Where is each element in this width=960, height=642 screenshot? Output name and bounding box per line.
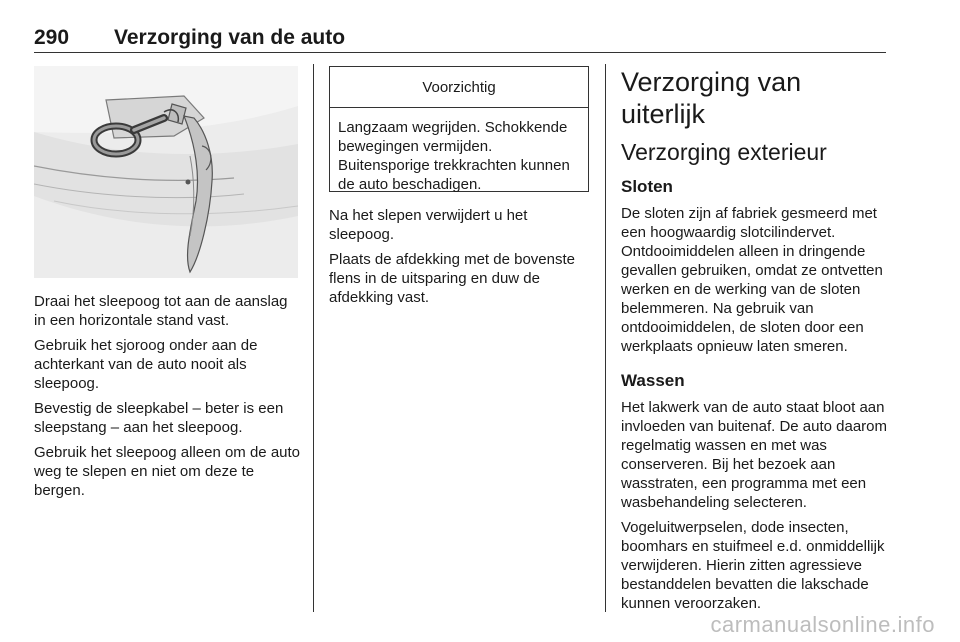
left-column (34, 292, 300, 500)
watermark: carmanualsonline.info (710, 612, 935, 637)
tow-eye-illustration (34, 66, 298, 278)
paragraph: Gebruik het sjoroog onder aan de achterkant van de auto nooit als sleepoog. (34, 337, 258, 392)
section-heading: Verzorging van uiterlijk (621, 67, 802, 129)
paragraph: Draai het sleepoog tot aan de aanslag in een horizontale stand vast. (34, 293, 288, 329)
page-header (34, 26, 886, 50)
caution-title: Voorzichtig (330, 67, 588, 108)
chapter-title: Verzorging van de auto (114, 26, 346, 49)
header-rule (34, 52, 886, 53)
subsection-heading: Verzorging exterieur (621, 139, 827, 165)
wassen-heading: Wassen (621, 371, 685, 390)
paragraph: Na het slepen verwijdert u het sleepoog. (329, 207, 528, 243)
sloten-text: De sloten zijn af fabriek gesmeerd met een hoogwaardig slotcilindervet. Ontdooimiddelen alleen in dringende gevallen gebruiken, omdat ze ontvetten werken en de werking van de sloten belemmeren. Na gebruik van ontdooimiddelen, de sloten door een werkplaats opnieuw laten smeren. (621, 205, 883, 355)
page-number: 290 (34, 26, 70, 49)
caution-box (329, 66, 589, 192)
column-divider-2 (605, 64, 606, 612)
middle-column (329, 206, 593, 307)
paragraph: Bevestig de sleepkabel – beter is een sleepstang – aan het sleepoog. (34, 400, 284, 436)
paragraph: Vogeluitwerpselen, dode insecten, boomhars en stuifmeel e.d. onmiddellijk verwijderen. Hierin zitten agressieve bestanddelen bevatten die lakschade kunnen veroorzaken. (621, 519, 885, 612)
paragraph: Gebruik het sleepoog alleen om de auto weg te slepen en niet om deze te bergen. (34, 444, 301, 499)
right-column (621, 66, 889, 613)
caution-text: Langzaam wegrijden. Schokkende bewegingen vermijden. Buitensporige trekkrachten kunnen de auto beschadigen. (338, 119, 570, 193)
column-divider-1 (313, 64, 314, 612)
paragraph: Het lakwerk van de auto staat bloot aan invloeden van buitenaf. De auto daarom regelmatig wassen en met was conserveren. Bij het bezoek aan wasstraten, een programma met een wasbehandeling selecteren. (621, 399, 888, 511)
paragraph: Plaats de afdekking met de bovenste flens in de uitsparing en duw de afdekking vast. (329, 251, 575, 306)
sloten-heading: Sloten (621, 177, 673, 196)
